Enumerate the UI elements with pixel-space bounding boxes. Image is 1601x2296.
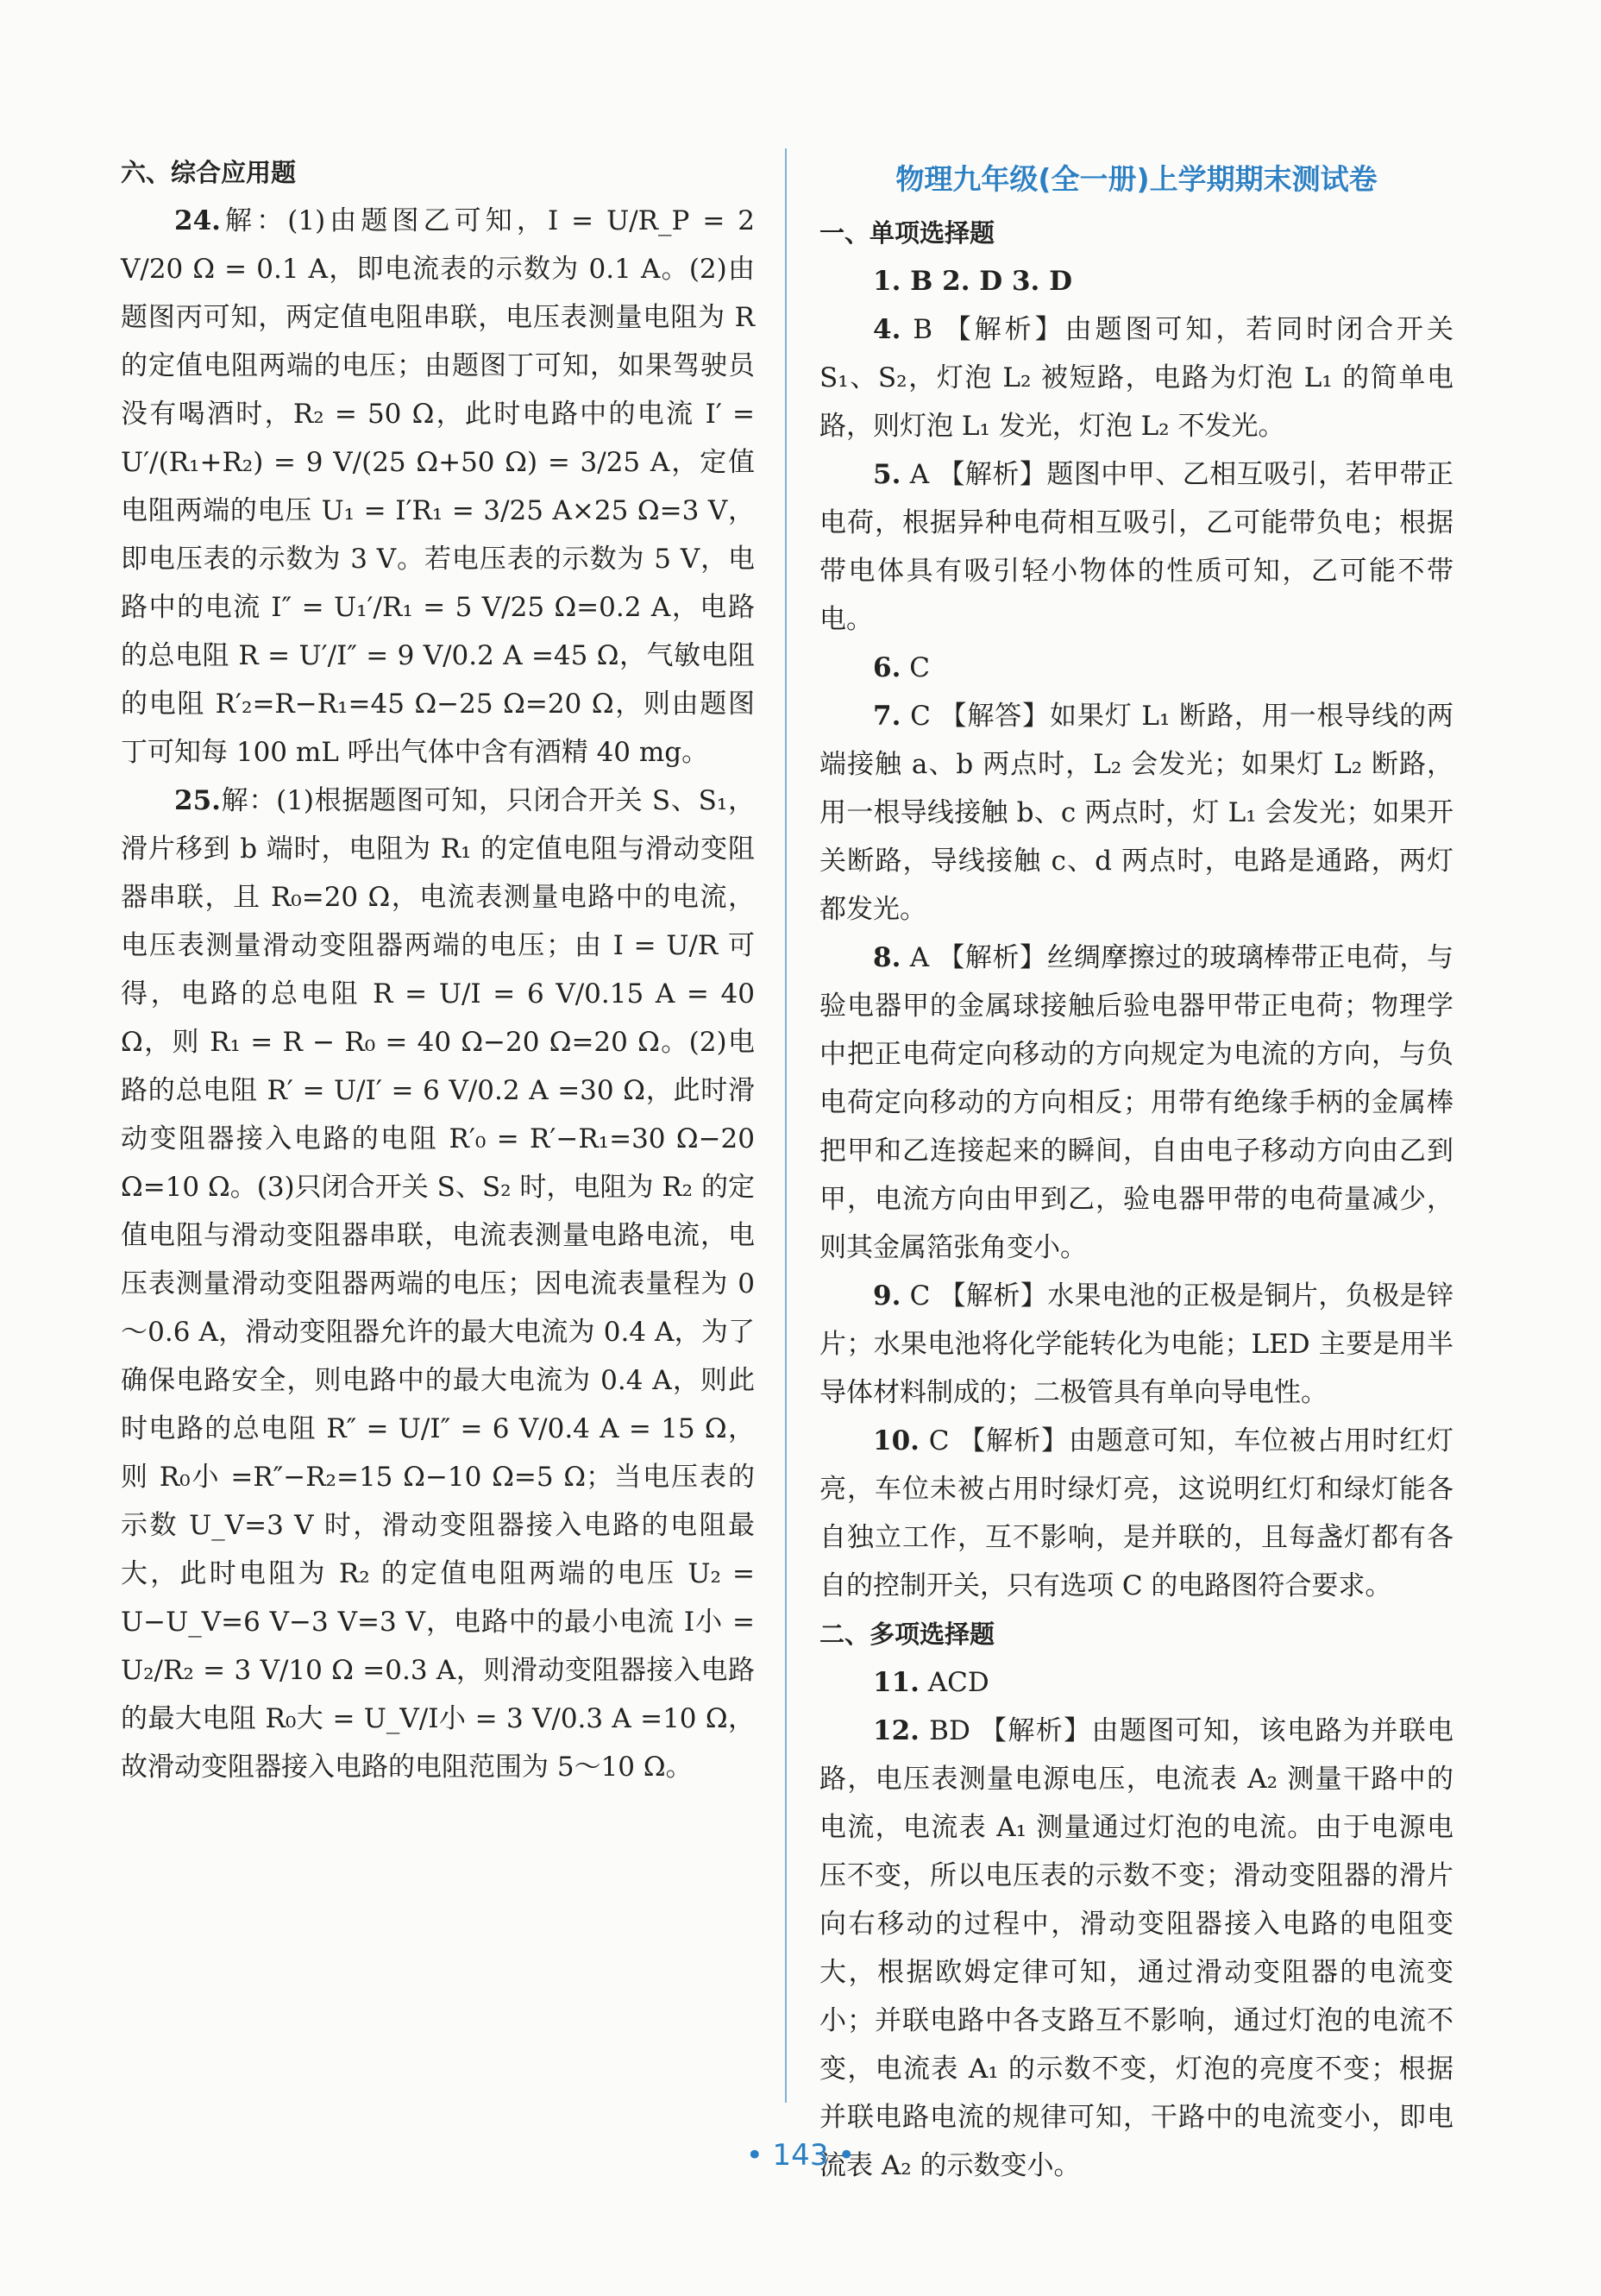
- answer-8: [819, 934, 1453, 1272]
- answer-text: 解：(1)由题图乙可知，I = U/R_P = 2 V/20 Ω = 0.1 A，即电流表的示数为 0.1 A。(2)由题图丙可知，两定值电阻串联，电压表测量电阻为 R 的定值电阻两端的电压；由题图丁可知，如果驾驶员没有喝酒时，R₂ = 50 Ω，此时电路中的电流 I′ = U′/(R₁+R₂) = 9 V/(25 Ω+50 Ω) = 3/25 A，定值电阻两端的电压 U₁ = I′R₁ = 3/25 A×25 Ω=3 V，即电压表的示数为 3 V。若电压表的示数为 5 V，电路中的电流 I″ = U₁′/R₁ = 5 V/25 Ω=0.2 A，电路的总电阻 R = U′/I″ = 9 V/0.2 A =45 Ω，气敏电阻的电阻 R′₂=R−R₁=45 Ω−25 Ω=20 Ω，则由题图丁可知每 100 mL 呼出气体中含有酒精 40 mg。: [121, 205, 755, 768]
- answer-number: 8.: [873, 942, 901, 973]
- answer-number: 4.: [873, 314, 901, 345]
- answers-1-3: 1. B 2. D 3. D: [873, 266, 1073, 297]
- answer-number: 12.: [873, 1715, 920, 1746]
- answer-9: [819, 1272, 1453, 1417]
- answer-6: [819, 644, 1453, 692]
- answer-text: A 【解析】丝绸摩擦过的玻璃棒带正电荷，与验电器甲的金属球接触后验电器甲带正电荷；物理学中把正电荷定向移动的方向规定为电流的方向，与负电荷定向移动的方向相反；用带有绝缘手柄的金属棒把甲和乙连接起来的瞬间，自由电子移动方向由乙到甲，电流方向由甲到乙，验电器甲带的电荷量减少，则其金属箔张角变小。: [819, 942, 1453, 1263]
- right-column: [819, 148, 1454, 2181]
- section-heading-comprehensive: 六、综合应用题: [121, 158, 297, 187]
- answer-11: [819, 1658, 1453, 1707]
- answer-text: A 【解析】题图中甲、乙相互吸引，若甲带正电荷，根据异种电荷相互吸引，乙可能带负电；根据带电体具有吸引轻小物体的性质可知，乙可能不带电。: [819, 459, 1453, 635]
- exam-title: 物理九年级(全一册)上学期期末测试卷: [895, 162, 1378, 196]
- answer-10: [819, 1417, 1453, 1610]
- answer-text: B 【解析】由题图可知，若同时闭合开关 S₁、S₂，灯泡 L₂ 被短路，电路为灯泡 L₁ 的简单电路，则灯泡 L₁ 发光，灯泡 L₂ 不发光。: [819, 314, 1453, 442]
- answer-text: BD 【解析】由题图可知，该电路为并联电路，电压表测量电源电压，电流表 A₂ 测量干路中的电流，电流表 A₁ 测量通过灯泡的电流。由于电源电压不变，所以电压表的示数不变；滑动变阻器的滑片向右移动的过程中，滑动变阻器接入电路的电阻变大，根据欧姆定律可知，通过滑动变阻器的电流变小；并联电路中各支路互不影响，通过灯泡的电流不变，电流表 A₁ 的示数不变，灯泡的亮度不变；根据并联电路电流的规律可知，干路中的电流变小，即电流表 A₂ 的示数变小。: [819, 1715, 1453, 2181]
- answer-5: [819, 450, 1453, 644]
- answer-number: 25.: [174, 785, 221, 816]
- answer-25: [121, 777, 755, 1791]
- left-column: [121, 148, 755, 2116]
- answer-text: C 【解析】由题意可知，车位被占用时红灯亮，车位未被占用时绿灯亮，这说明红灯和绿灯能各自独立工作，互不影响，是并联的，且每盏灯都有各自的控制开关，只有选项 C 的电路图符合要求。: [819, 1425, 1454, 1601]
- answer-number: 6.: [873, 652, 901, 683]
- answer-7: [819, 692, 1453, 934]
- answer-text: C 【解答】如果灯 L₁ 断路，用一根导线的两端接触 a、b 两点时，L₂ 会发光；如果灯 L₂ 断路，用一根导线接触 b、c 两点时，灯 L₁ 会发光；如果开关断路，导线接触 c、d 两点时，电路是通路，两灯都发光。: [819, 701, 1453, 925]
- answer-number: 11.: [873, 1667, 920, 1698]
- section-heading-multi-choice: 二、多项选择题: [819, 1620, 995, 1649]
- answer-number: 24.: [174, 205, 221, 236]
- answer-4: [819, 305, 1453, 450]
- answer-text: C: [909, 652, 930, 683]
- answer-number: 5.: [873, 459, 901, 490]
- answer-24: [121, 197, 755, 777]
- answer-number: 9.: [873, 1280, 901, 1312]
- answer-12: [819, 1707, 1453, 2190]
- answer-number: 7.: [873, 701, 901, 732]
- answer-text: C 【解析】水果电池的正极是铜片，负极是锌片；水果电池将化学能转化为电能；LED 主要是用半导体材料制成的；二极管具有单向导电性。: [819, 1280, 1453, 1408]
- answer-number: 10.: [873, 1425, 920, 1456]
- answer-text: ACD: [927, 1667, 989, 1698]
- answer-text: 解：(1)根据题图可知，只闭合开关 S、S₁，滑片移到 b 端时，电阻为 R₁ 的定值电阻与滑动变阻器串联，且 R₀=20 Ω，电流表测量电路中的电流，电压表测量滑动变阻器两端的电压；由 I = U/R 可得，电路的总电阻 R = U/I = 6 V/0.15 A = 40 Ω，则 R₁ = R − R₀ = 40 Ω−20 Ω=20 Ω。(2)电路的总电阻 R′ = U/I′ = 6 V/0.2 A =30 Ω，此时滑动变阻器接入电路的电阻 R′₀ = R′−R₁=30 Ω−20 Ω=10 Ω。(3)只闭合开关 S、S₂ 时，电阻为 R₂ 的定值电阻与滑动变阻器串联，电流表测量电路电流，电压表测量滑动变阻器两端的电压；因电流表量程为 0～0.6 A，滑动变阻器允许的最大电流为 0.4 A，为了确保电路安全，则电路中的最大电流为 0.4 A，则此时电路的总电阻 R″ = U/I″ = 6 V/0.4 A = 15 Ω，则 R₀小 =R″−R₂=15 Ω−10 Ω=5 Ω；当电压表的示数 U_V=3 V 时，滑动变阻器接入电路的电阻最大，此时电阻为 R₂ 的定值电阻两端的电压 U₂ = U−U_V=6 V−3 V=3 V，电路中的最小电流 I小 = U₂/R₂ = 3 V/10 Ω =0.3 A，则滑动变阻器接入电路的最大电阻 R₀大 = U_V/I小 = 3 V/0.3 A =10 Ω，故滑动变阻器接入电路的电阻范围为 5～10 Ω。: [121, 785, 755, 1783]
- column-divider: [785, 148, 787, 2103]
- page-number: • 143 •: [745, 2138, 856, 2173]
- section-heading-single-choice: 一、单项选择题: [819, 218, 995, 248]
